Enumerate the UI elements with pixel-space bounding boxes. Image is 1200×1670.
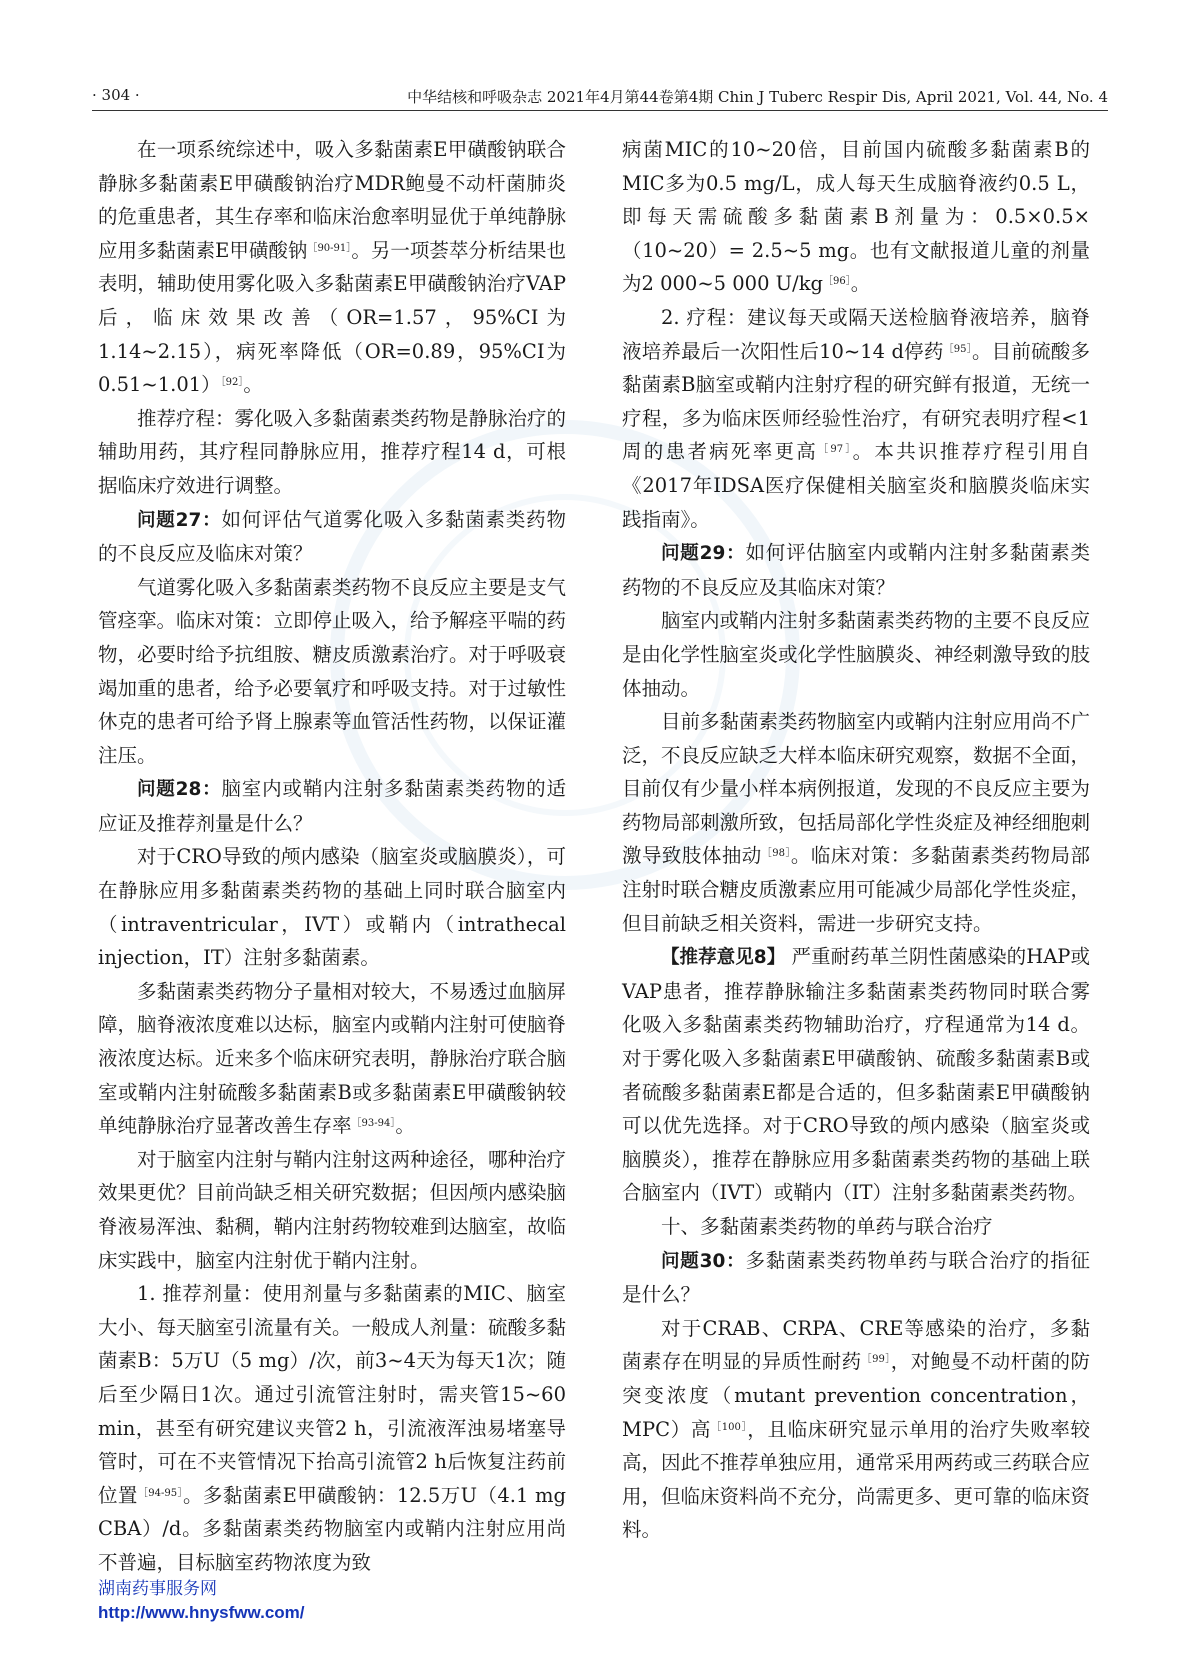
question-text: 如何评估脑室内或鞘内注射多黏菌素类药物的不良反应及其临床对策？ — [622, 541, 1090, 599]
site-footer — [98, 1577, 305, 1625]
citation-ref: ［100］ — [711, 1421, 748, 1433]
left-column — [98, 133, 566, 1580]
paragraph-text: 十、多黏菌素类药物的单药与联合治疗 — [661, 1215, 993, 1238]
paragraph — [98, 402, 566, 503]
paragraph — [98, 840, 566, 974]
citation-ref: ［95］ — [943, 343, 972, 355]
paragraph-text: 病菌MIC的10~20倍，目前国内硫酸多黏菌素B的MIC多为0.5 mg/L，成人每天生成脑脊液约0.5 L，即每天需硫酸多黏菌素B剂量为：0.5×0.5×（10~20）= 2.5~5 mg。也有文献报道儿童的剂量为2 000~5 000 U/kg — [622, 138, 1090, 296]
paragraph-text: 。 — [850, 272, 871, 296]
right-column — [622, 133, 1090, 1547]
paragraph-text: 对于脑室内注射与鞘内注射这两种途径，哪种治疗效果更优？目前尚缺乏相关研究数据；但因颅内感染脑脊液易浑浊、黏稠，鞘内注射药物较难到达脑室，故临床实践中，脑室内注射优于鞘内注射。 — [98, 1147, 567, 1272]
page-number: · 304 · — [92, 86, 140, 104]
paragraph — [622, 604, 1090, 705]
paragraph — [622, 301, 1090, 536]
question-label: 问题29： — [661, 543, 746, 565]
paragraph-text: 。临床对策：多黏菌素类药物局部注射时联合糖皮质激素应用可能减少局部化学性炎症，但目前缺乏相关资料，需进一步研究支持。 — [622, 844, 1091, 935]
paragraph-text: 。本共识推荐疗程引用自《2017年IDSA医疗保健相关脑室炎和脑膜炎临床实践指南》。 — [622, 440, 1090, 531]
site-name: 湖南药事服务网 — [98, 1579, 217, 1598]
paragraph — [622, 1312, 1090, 1547]
question-heading — [622, 536, 1090, 604]
paragraph — [98, 571, 566, 773]
citation-ref: ［90-91］ — [307, 242, 352, 254]
paragraph-text: 。 — [395, 1114, 415, 1138]
paragraph — [622, 705, 1090, 940]
paragraph — [98, 1277, 566, 1579]
paragraph-text: 多黏菌素类药物分子量相对较大，不易透过血脑屏障，脑脊液浓度难以达标，脑室内或鞘内注射可使脑脊液浓度达标。近来多个临床研究表明，静脉治疗联合脑室或鞘内注射硫酸多黏菌素B或多黏菌素E甲磺酸钠较单纯静脉治疗显著改善生存率 — [98, 979, 567, 1138]
question-text: 如何评估气道雾化吸入多黏菌素类药物的不良反应及临床对策？ — [98, 507, 566, 566]
paragraph-text: 。 — [243, 373, 263, 397]
question-heading — [98, 772, 566, 840]
paragraph-text: ，对鲍曼不动杆菌的防突变浓度（mutant prevention concentration，MPC）高 — [622, 1350, 1090, 1441]
paragraph-text: 脑室内或鞘内注射多黏菌素类药物的主要不良反应是由化学性脑室炎或化学性脑膜炎、神经刺激导致的肢体抽动。 — [622, 609, 1091, 700]
question-text: 脑室内或鞘内注射多黏菌素类药物的适应证及推荐剂量是什么？ — [98, 777, 566, 835]
question-text: 多黏菌素类药物单药与联合治疗的指征是什么？ — [622, 1248, 1090, 1307]
paragraph — [622, 1210, 1090, 1244]
question-label: 问题28： — [137, 779, 222, 801]
paragraph-text: 。目前硫酸多黏菌素B脑室或鞘内注射疗程的研究鲜有报道，无统一疗程，多为临床医师经验性治疗，有研究表明疗程<1周的患者病死率更高 — [622, 339, 1090, 464]
paragraph-text: 1. 推荐剂量：使用剂量与多黏菌素的MIC、脑室大小、每天脑室引流量有关。一般成人剂量：硫酸多黏菌素B：5万U（5 mg）/次，前3~4天为每天1次；随后至少隔日1次。通过引流管注射时，需夹管15~60 min，甚至有研究建议夹管2 h，引流液浑浊易堵塞导管时，可在不夹管情况下抬高引流管2 h后恢复注药前位置 — [98, 1282, 567, 1507]
paragraph-text: 。多黏菌素E甲磺酸钠：12.5万U（4.1 mg CBA）/d。多黏菌素类药物脑室内或鞘内注射应用尚不普遍，目标脑室药物浓度为致 — [98, 1483, 567, 1574]
paragraph-text: 气道雾化吸入多黏菌素类药物不良反应主要是支气管痉挛。临床对策：立即停止吸入，给予解痉平喘的药物，必要时给予抗组胺、糖皮质激素治疗。对于呼吸衰竭加重的患者，给予必要氧疗和呼吸支持。对于过敏性休克的患者可给予肾上腺素等血管活性药物，以保证灌注压。 — [98, 575, 567, 767]
citation-ref: ［97］ — [818, 444, 853, 456]
recommendation-text: 严重耐药革兰阴性菌感染的HAP或VAP患者，推荐静脉输注多黏菌素类药物同时联合雾化吸入多黏菌素类药物辅助治疗，疗程通常为14 d。对于雾化吸入多黏菌素E甲磺酸钠、硫酸多黏菌素B或者硫酸多黏菌素E都是合适的，但多黏菌素E甲磺酸钠可以优先选择。对于CRO导致的颅内感染（脑室炎或脑膜炎），推荐在静脉应用多黏菌素类药物的基础上联合脑室内（IVT）或鞘内（IT）注射多黏菌素类药物。 — [622, 945, 1090, 1205]
recommendation-label: 【推荐意见8】 — [661, 947, 786, 969]
paragraph-text: 对于CRO导致的颅内感染（脑室炎或脑膜炎），可在静脉应用多黏菌素类药物的基础上同时联合脑室内（intraventricular，IVT）或鞘内（intrathecal injection，IT）注射多黏菌素。 — [98, 845, 566, 970]
question-label: 问题27： — [137, 509, 222, 531]
paragraph-text: 目前多黏菌素类药物脑室内或鞘内注射应用尚不广泛，不良反应缺乏大样本临床研究观察，数据不全面，目前仅有少量小样本病例报道，发现的不良反应主要为药物局部刺激所致，包括局部化学性炎症及神经细胞刺激导致肢体抽动 — [622, 710, 1091, 868]
paragraph — [622, 133, 1090, 301]
paragraph-text: 对于CRAB、CRPA、CRE等感染的治疗，多黏菌素存在明显的异质性耐药 — [622, 1316, 1090, 1374]
paragraph-text: 推荐疗程：雾化吸入多黏菌素类药物是静脉治疗的辅助用药，其疗程同静脉应用，推荐疗程14 d，可根据临床疗效进行调整。 — [98, 406, 567, 497]
paragraph-text: ，且临床研究显示单用的治疗失败率较高，因此不推荐单独应用，通常采用两药或三药联合应用，但临床资料尚不充分，尚需更多、更可靠的临床资料。 — [622, 1417, 1091, 1542]
citation-ref: ［94-95］ — [137, 1487, 183, 1499]
paragraph — [98, 1143, 566, 1277]
paragraph-text: 在一项系统综述中，吸入多黏菌素E甲磺酸钠联合静脉多黏菌素E甲磺酸钠治疗MDR鲍曼不动杆菌肺炎的危重患者，其生存率和临床治愈率明显优于单纯静脉应用多黏菌素E甲磺酸钠 — [98, 138, 567, 262]
citation-ref: ［92］ — [220, 377, 244, 389]
paragraph-text: 2. 疗程：建议每天或隔天送检脑脊液培养，脑脊液培养最后一次阳性后10~14 d停药 — [622, 305, 1090, 363]
question-heading — [622, 1244, 1090, 1312]
site-url[interactable]: http://www.hnysfww.com/ — [98, 1603, 305, 1622]
recommendation — [622, 940, 1090, 1210]
question-label: 问题30： — [661, 1250, 746, 1272]
journal-citation: 中华结核和呼吸杂志 2021年4月第44卷第4期 Chin J Tuberc Respir Dis, April 2021, Vol. 44, No. 4 — [407, 88, 1108, 106]
citation-ref: ［93-94］ — [351, 1118, 396, 1130]
paragraph — [98, 133, 566, 402]
citation-ref: ［98］ — [761, 848, 791, 860]
paragraph-text: 。另一项荟萃分析结果也表明，辅助使用雾化吸入多黏菌素E甲磺酸钠治疗VAP后，临床效果改善（OR=1.57，95%CI为1.14~2.15），病死率降低（OR=0.89，95%CI为0.51~1.01） — [98, 238, 566, 397]
question-heading — [98, 503, 566, 571]
citation-ref: ［99］ — [861, 1354, 891, 1366]
citation-ref: ［96］ — [823, 276, 851, 288]
paragraph — [98, 975, 566, 1143]
running-header — [92, 84, 1108, 111]
